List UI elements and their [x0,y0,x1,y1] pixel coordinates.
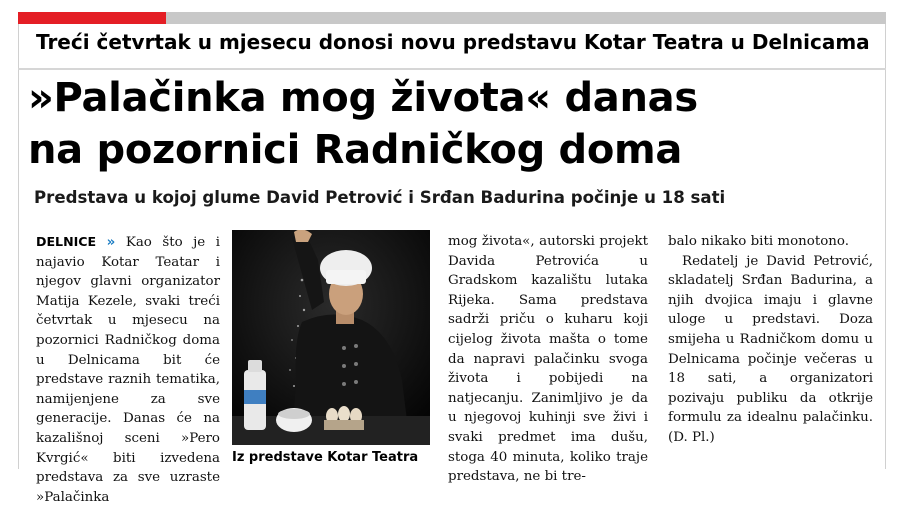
headline [28,72,888,176]
article-column-4 [668,232,873,448]
dateline: DELNICE [36,234,97,249]
column-4-paragraph [668,252,873,448]
column-4-text-b: Redatelj je David Petrović, skladatelj Srđan Badurina, a njih dvojica imaju i glavne uloge u predstavi. Doza smijeha u Radničkom domu u Delnicama počinje večeras u 18 sati, a organizatori pozivaju publiku da otkrije formulu za idealnu palačinku. (D. Pl.) [668,253,873,445]
dateline-arrow-icon: » [106,235,116,250]
section-bar [18,12,886,24]
section-bar-accent [18,12,166,24]
headline-line-1: »Palačinka mog života« danas [28,75,698,121]
article-column-1 [36,232,220,507]
article-photo [232,230,430,445]
article-column-3 [448,232,648,487]
photo-caption: Iz predstave Kotar Teatra [232,450,419,465]
chef-photo-illustration [232,230,430,445]
subheadline: Predstava u kojoj glume David Petrović i Srđan Badurina počinje u 18 sati [34,188,726,207]
column-3-text: mog života«, autorski projekt Davida Petrovića u Gradskom kazalištu lutaka Rijeka. Sama predstava sadrži priču o kuharu koji cijelog života mašta o tome da napravi palačinku svoga života i pobijedi na natjecanju. Zanimljivo je da u njegovoj kuhinji sve živi i svaki predmet ima dušu, stoga 40 minuta, koliko traje predstava, ne bi tre- [448,234,648,485]
column-1-text: Kao što je i najavio Kotar Teatar i njegov glavni organizator Matija Kezele, svaki treći četvrtak u mjesecu na pozornici Radničkog doma u Delnicama bit će predstave raznih tematika, namijenjene za sve generacije. Danas će na kazališnoj sceni »Pero Kvrgić« biti izvedena predstava za sve uzraste »Palačinka [36,235,220,505]
kicker-divider [18,68,886,70]
kicker: Treći četvrtak u mjesecu donosi novu predstavu Kotar Teatra u Delnicama [36,30,870,54]
headline-line-2: na pozornici Radničkog doma [28,127,683,173]
column-4-text-a: balo nikako biti monotono. [668,234,849,249]
